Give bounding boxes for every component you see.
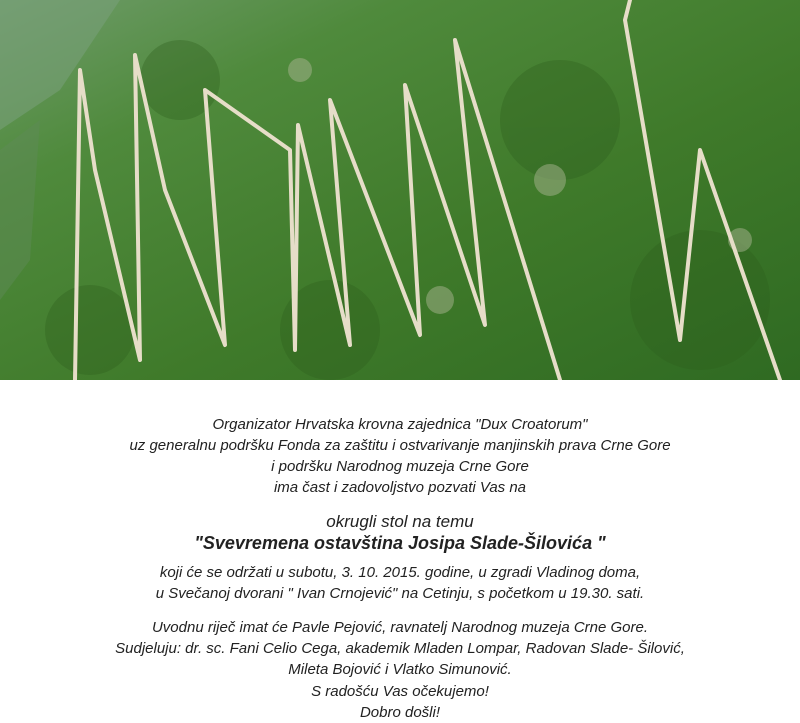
organizer-line: ima čast i zadovoljstvo pozvati Vas na xyxy=(273,479,527,496)
speaker-line: Mileta Bojović i Vlatko Simunović. xyxy=(288,661,512,678)
speaker-line: Sudjeluju: dr. sc. Fani Celio Cega, akademik Mladen Lompar, Radovan Slade- Šilović, xyxy=(115,640,685,657)
event-line: koji će se održati u subotu, 3. 10. 2015. godine, u zgradi Vladinog doma, xyxy=(159,564,641,581)
organizer-block xyxy=(0,414,800,498)
closing-line: Dobro došli! xyxy=(359,704,441,721)
event-details xyxy=(0,562,800,604)
closing-block xyxy=(0,681,800,723)
organizer-line: uz generalnu podršku Fonda za zaštitu i ostvarivanje manjinskih prava Crne Gore xyxy=(129,437,671,454)
topic-title: "Svevremena ostavština Josipa Slade-Šilovića " xyxy=(194,533,606,553)
speaker-line: Uvodnu riječ imat će Pavle Pejović, ravnatelj Narodnog muzeja Crne Gore. xyxy=(151,619,649,636)
event-line: u Svečanoj dvorani " Ivan Crnojević" na Cetinju, s početkom u 19.30. sati. xyxy=(155,585,645,602)
closing-line: S radošću Vas očekujemo! xyxy=(311,683,489,700)
speakers-block xyxy=(0,617,800,680)
topic-intro: okrugli stol na temu xyxy=(326,512,474,531)
organizer-line: Organizator Hrvatska krovna zajednica "Dux Croatorum" xyxy=(212,416,588,433)
organizer-line: i podršku Narodnog muzeja Crne Gore xyxy=(271,458,529,475)
